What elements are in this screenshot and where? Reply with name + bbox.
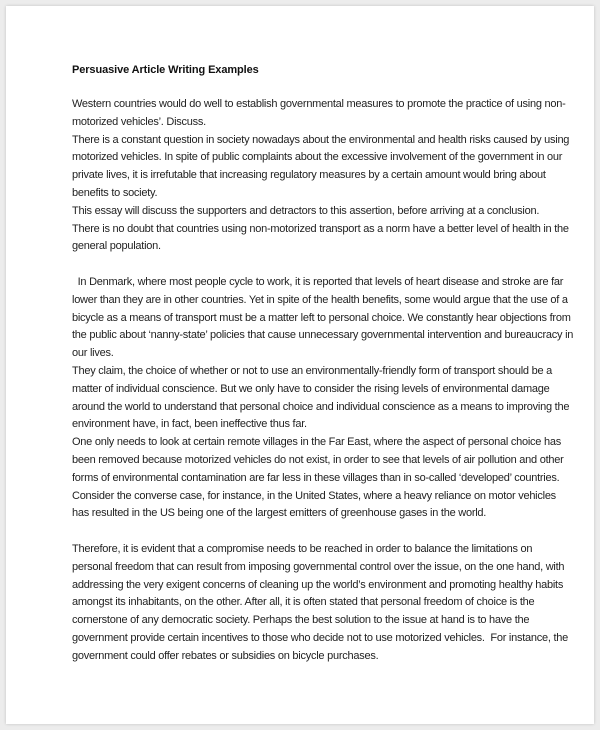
text-line: the public about ‘nanny-state’ policies that cause unnecessary governmental intervention and bureaucracy in: [72, 329, 574, 342]
text-line: general population.: [72, 240, 161, 253]
text-line: cornerstone of any democratic society. Perhaps the best solution to the issue at hand is to have the: [72, 614, 530, 627]
text-line: environment have, in fact, been ineffective thus far.: [72, 418, 307, 431]
text-line: around the world to understand that personal choice and individual conscience as a means to improving the: [72, 400, 570, 413]
text-line: government could offer rebates or subsidies on bicycle purchases.: [72, 649, 379, 662]
paragraph-1: [72, 96, 570, 256]
text-line: amongst its inhabitants, on the other. After all, it is often stated that personal freedom of choice is the: [72, 596, 535, 609]
text-line: our lives.: [72, 347, 114, 360]
text-line: They claim, the choice of whether or not to use an environmentally-friendly form of transport should be a: [72, 364, 553, 377]
text-line: has resulted in the US being one of the largest emitters of greenhouse gases in the world.: [72, 507, 487, 520]
text-line: Therefore, it is evident that a compromise needs to be reached in order to balance the limitations on: [72, 542, 533, 555]
text-line: been removed because motorized vehicles do not exist, in order to see that levels of air pollution and other: [72, 453, 564, 466]
text-line: benefits to society.: [72, 186, 158, 199]
text-line: forms of environmental contamination are far less in these villages than in so-called ‘developed’ countries.: [72, 471, 560, 484]
text-line: government provide certain incentives to those who decide not to use motorized vehicles. For instance, the: [72, 631, 569, 644]
text-line: motorized vehicles’. Discuss.: [72, 115, 206, 128]
text-line: Western countries would do well to establish governmental measures to promote the practice of using non-: [72, 98, 566, 110]
document-page: [6, 6, 594, 724]
text-line: This essay will discuss the supporters and detractors to this assertion, before arriving at a conclusion.: [72, 204, 540, 217]
text-line: Consider the converse case, for instance, in the United States, where a heavy reliance on motor vehicles: [72, 489, 556, 502]
text-line: matter of individual conscience. But we only have to consider the rising levels of environmental damage: [72, 382, 550, 395]
text-line: private lives, it is irrefutable that increasing regulatory measures by a certain amount would bring about: [72, 169, 546, 182]
text-line: lower than they are in other countries. Yet in spite of the health benefits, some would argue that the use of a: [72, 293, 568, 306]
paragraph-3: [72, 541, 569, 666]
text-line: One only needs to look at certain remote villages in the Far East, where the aspect of personal choice has: [72, 436, 561, 449]
text-line: In Denmark, where most people cycle to work, it is reported that levels of heart disease and stroke are far: [72, 275, 564, 288]
text-line: There is no doubt that countries using non-motorized transport as a norm have a better level of health in the: [72, 222, 569, 235]
text-line: bicycle as a means of transport must be a matter left to personal choice. We constantly hear objections from: [72, 311, 571, 324]
paragraph-2: [72, 274, 574, 523]
text-line: There is a constant question in society nowadays about the environmental and health risks caused by using: [72, 133, 570, 146]
text-line: addressing the very exigent concerns of cleaning up the world’s environment and promoting healthy habits: [72, 578, 564, 591]
text-line: motorized vehicles. In spite of public complaints about the excessive involvement of the government in our: [72, 151, 563, 164]
document-title: Persuasive Article Writing Examples: [72, 64, 259, 76]
text-line: personal freedom that can result from imposing governmental control over the issue, on the one hand, with: [72, 560, 565, 573]
